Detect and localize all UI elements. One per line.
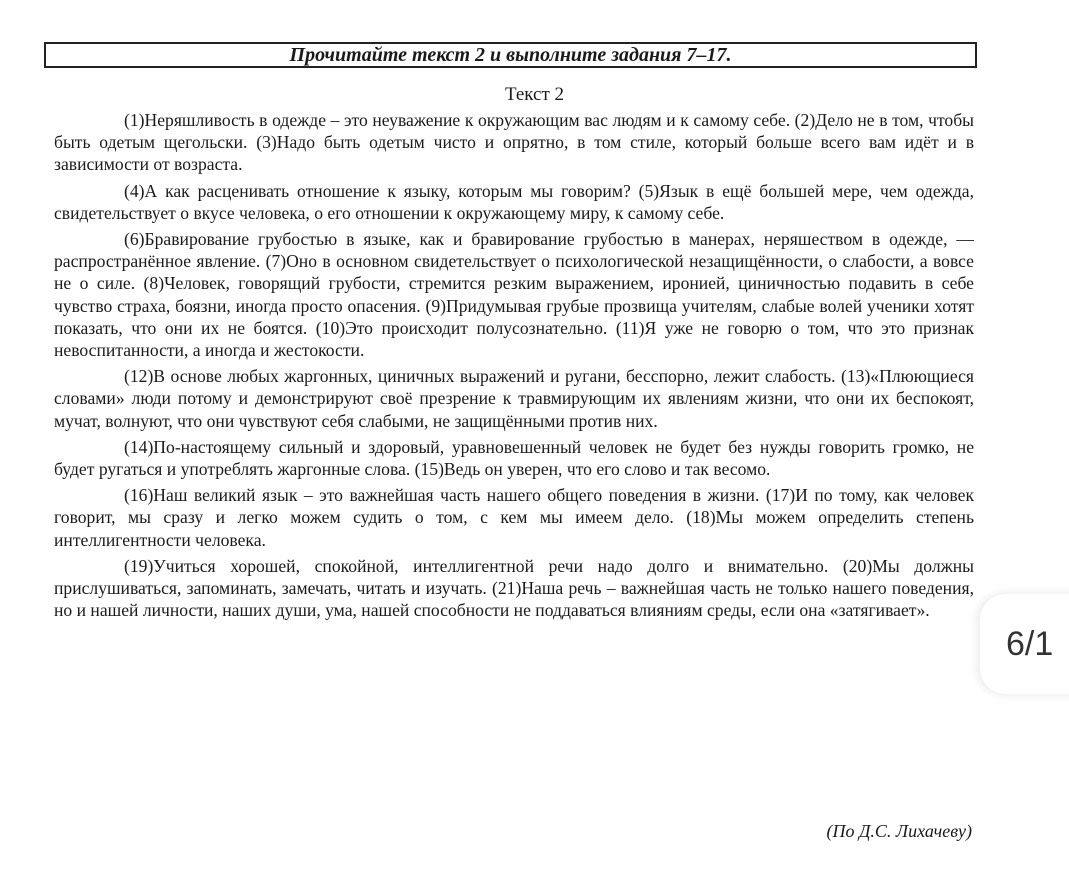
paragraph-4: (12)В основе любых жаргонных, циничных выражений и ругани, бесспорно, лежит слабость. (13)«Плюющиеся словами» люди потому и демонстрируют своё презрение к травмирующим их явлениям жизни, что они их беспокоят, мучат, волнуют, что они чувствуют себя слабыми, не защищёнными против них. <box>54 366 974 431</box>
paragraph-1: (1)Неряшливость в одежде – это неуважение к окружающим вас людям и к самому себе. (2)Дело не в том, чтобы быть одетым щегольски. (3)Надо быть одетым чисто и опрятно, в том стиле, который больше всего вам идёт и в зависимости от возраста. <box>54 110 974 175</box>
page-indicator[interactable] <box>980 594 1069 694</box>
text-title: Текст 2 <box>504 84 565 105</box>
author-attribution: (По Д.С. Лихачеву) <box>826 821 972 841</box>
paragraph-6: (16)Наш великий язык – это важнейшая часть нашего общего поведения в жизни. (17)И по тому, как человек говорит, мы сразу и легко можем судить о том, с кем мы имеем дело. (18)Мы можем определить степень интеллигентности человека. <box>54 485 974 550</box>
text-body <box>54 109 974 625</box>
paragraph-3: (6)Бравирование грубостью в языке, как и бравирование грубостью в манерах, неряшеством в одежде, — распространённое явление. (7)Оно в основном свидетельствует о психологической незащищённости, о слабости, а вовсе не о силе. (8)Человек, говорящий грубости, стремится резким выражением, иронией, циничностью подавить в себе чувство страха, боязни, иногда просто опасения. (9)Придумывая грубые прозвища учителям, слабые волей ученики хотят показать, что они их не боятся. (10)Это происходит полусознательно. (11)Я уже не говорю о том, что это признак невоспитанности, а иногда и жестокости. <box>54 229 974 361</box>
task-instruction-box <box>44 42 977 68</box>
task-instruction: Прочитайте текст 2 и выполните задания 7–17. <box>289 44 732 66</box>
paragraph-5: (14)По-настоящему сильный и здоровый, уравновешенный человек не будет без нужды говорить громко, не будет ругаться и употреблять жаргонные слова. (15)Ведь он уверен, что его слово и так весомо. <box>54 436 974 480</box>
paragraph-7: (19)Учиться хорошей, спокойной, интеллигентной речи надо долго и внимательно. (20)Мы должны прислушиваться, запоминать, замечать, читать и изучать. (21)Наша речь – важнейшая часть не только нашего поведения, но и нашей личности, наших души, ума, нашей способности не поддаваться влияниям среды, если она «затягивает». <box>54 555 974 621</box>
page-indicator-label: 6/1 <box>1006 625 1054 663</box>
paragraph-2: (4)А как расценивать отношение к языку, которым мы говорим? (5)Язык в ещё большей мере, чем одежда, свидетельствует о вкусе человека, о его отношении к окружающему миру, к самому себе. <box>54 180 974 223</box>
